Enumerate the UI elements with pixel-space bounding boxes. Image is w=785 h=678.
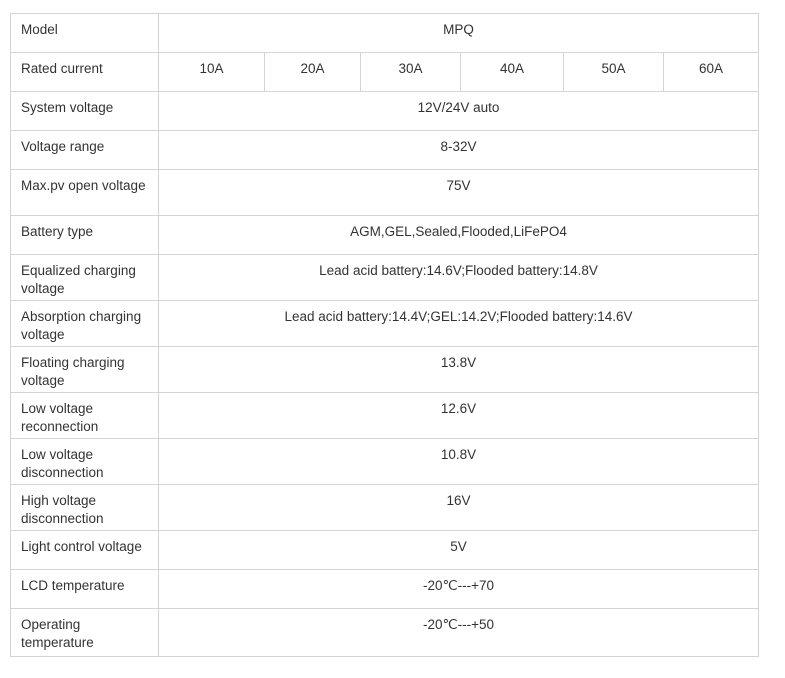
row-value: Lead acid battery:14.4V;GEL:14.2V;Flooded battery:14.6V [159, 301, 759, 347]
rated-current-cell: 20A [265, 53, 361, 92]
row-label: LCD temperature [11, 570, 159, 609]
table-row [11, 485, 759, 531]
table-row [11, 301, 759, 347]
rated-current-cell: 60A [664, 53, 759, 92]
rated-current-cell: 50A [564, 53, 664, 92]
table-row [11, 216, 759, 255]
row-label: Light control voltage [11, 531, 159, 570]
row-label: Voltage range [11, 131, 159, 170]
row-value: 75V [159, 170, 759, 216]
row-label: Floating charging voltage [11, 347, 159, 393]
rated-current-cell: 30A [361, 53, 461, 92]
table-row-model [11, 14, 759, 53]
row-label: High voltage disconnection [11, 485, 159, 531]
row-label-rated-current: Rated current [11, 53, 159, 92]
row-label: System voltage [11, 92, 159, 131]
row-label: Equalized charging voltage [11, 255, 159, 301]
row-value: 16V [159, 485, 759, 531]
table-row [11, 570, 759, 609]
rated-current-cell: 40A [461, 53, 564, 92]
row-value: 8-32V [159, 131, 759, 170]
model-value: MPQ [159, 14, 759, 53]
table-row-rated-current [11, 53, 759, 92]
row-label: Low voltage reconnection [11, 393, 159, 439]
row-label: Battery type [11, 216, 159, 255]
row-value: AGM,GEL,Sealed,Flooded,LiFePO4 [159, 216, 759, 255]
row-label: Max.pv open voltage [11, 170, 159, 216]
row-value: -20℃---+70 [159, 570, 759, 609]
row-label: Low voltage disconnection [11, 439, 159, 485]
row-label: Absorption charging voltage [11, 301, 159, 347]
row-value: 5V [159, 531, 759, 570]
row-label-model: Model [11, 14, 159, 53]
row-value: 13.8V [159, 347, 759, 393]
spec-table [10, 13, 759, 657]
row-value: 10.8V [159, 439, 759, 485]
table-row [11, 609, 759, 657]
row-value: 12V/24V auto [159, 92, 759, 131]
table-row [11, 170, 759, 216]
table-row [11, 531, 759, 570]
table-row [11, 131, 759, 170]
row-value: 12.6V [159, 393, 759, 439]
table-row [11, 347, 759, 393]
table-row [11, 439, 759, 485]
rated-current-cell: 10A [159, 53, 265, 92]
table-row [11, 393, 759, 439]
table-row [11, 255, 759, 301]
table-row [11, 92, 759, 131]
row-value: -20℃---+50 [159, 609, 759, 657]
row-label: Operating temperature [11, 609, 159, 657]
row-value: Lead acid battery:14.6V;Flooded battery:14.8V [159, 255, 759, 301]
